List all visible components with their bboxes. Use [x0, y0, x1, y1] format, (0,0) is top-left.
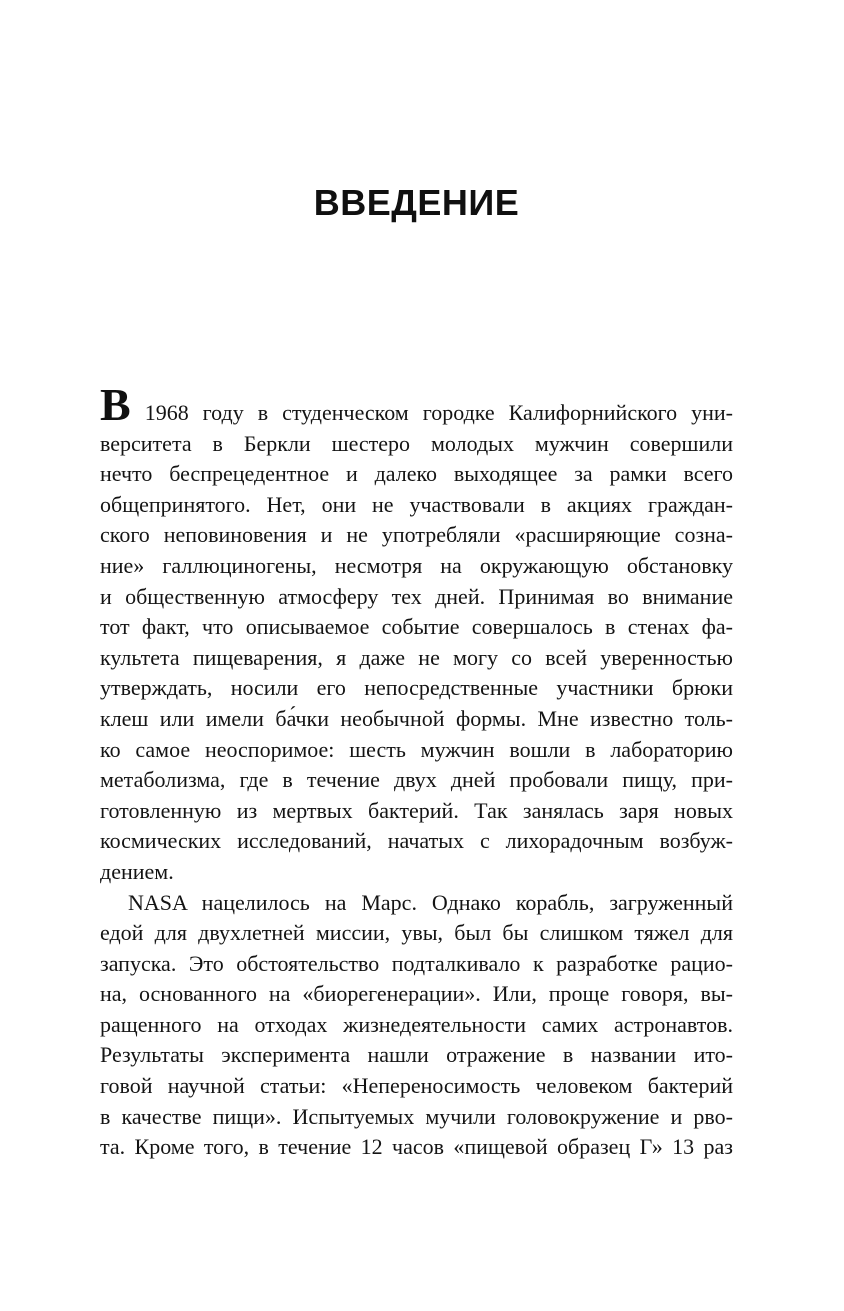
text-line: на, основанного на «биорегенерации». Или, проще говоря, вы-: [100, 981, 733, 1007]
text-line: ского неповиновения и не употребляли «расширяющие созна-: [100, 522, 733, 548]
text-line-content: 1968 году в студенческом городке Калифорнийского уни-: [144, 400, 734, 425]
text-line: та. Кроме того, в течение 12 часов «пищевой образец Г» 13 раз: [100, 1134, 733, 1160]
text-line: дением.: [100, 858, 174, 884]
text-line: утверждать, носили его непосредственные участники брюки: [100, 675, 733, 701]
text-line: метаболизма, где в течение двух дней пробовали пищу, при-: [100, 767, 733, 793]
text-line: ко самое неоспоримое: шесть мужчин вошли в лабораторию: [100, 736, 733, 762]
text-line: нечто беспрецедентное и далеко выходящее за рамки всего: [100, 461, 733, 487]
text-line: Результаты эксперимента нашли отражение в названии ито-: [100, 1042, 733, 1068]
drop-cap-letter: В: [100, 379, 131, 430]
text-line: и общественную атмосферу тех дней. Принимая во внимание: [100, 583, 733, 609]
text-line: готовленную из мертвых бактерий. Так занялась заря новых: [100, 797, 733, 823]
text-line: культета пищеварения, я даже не могу со всей уверенностью: [100, 644, 733, 670]
body-text: [100, 379, 734, 1163]
text-line: космических исследований, начатых с лихорадочным возбуж-: [100, 828, 733, 854]
page-title: ВВЕДЕНИЕ: [313, 182, 520, 223]
text-line: NASA нацелилось на Марс. Однако корабль, загруженный: [128, 889, 733, 915]
text-line: едой для двухлетней миссии, увы, был бы слишком тяжел для: [100, 920, 733, 946]
paragraph: [100, 888, 733, 1163]
text-line: говой научной статьи: «Непереносимость человеком бактерий: [100, 1073, 733, 1099]
text-line: ние» галлюциногены, несмотря на окружающую обстановку: [100, 552, 733, 578]
paragraph: [100, 379, 734, 888]
text-line: в качестве пищи». Испытуемых мучили головокружение и рво-: [100, 1103, 733, 1129]
text-line: клеш или имели ба́чки необычной формы. Мне известно толь-: [100, 705, 733, 731]
text-line: запуска. Это обстоятельство подталкивало к разработке рацио-: [100, 950, 733, 976]
text-line: верситета в Беркли шестеро молодых мужчин совершили: [100, 430, 733, 456]
text-line: [100, 379, 734, 430]
text-line: ращенного на отходах жизнедеятельности самих астронавтов.: [100, 1011, 733, 1037]
text-line: общепринятого. Нет, они не участвовали в акциях граждан-: [100, 491, 733, 517]
text-line: тот факт, что описываемое событие совершалось в стенах фа-: [100, 614, 733, 640]
